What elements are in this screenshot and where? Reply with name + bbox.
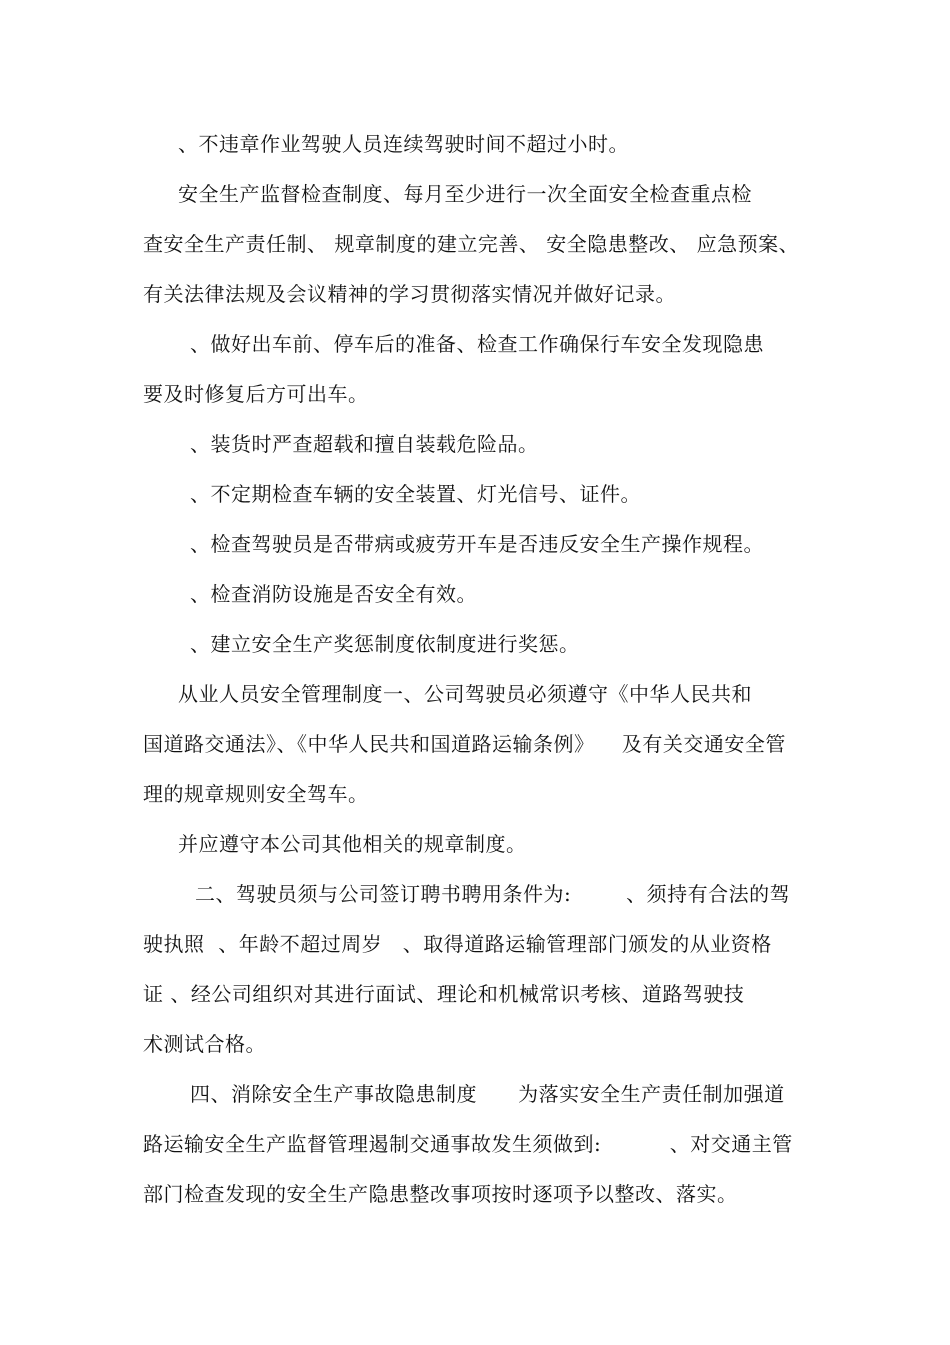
paragraph-line: 安全生产监督检查制度、每月至少进行一次全面安全检查重点检 <box>178 182 752 206</box>
paragraph-line: 证 、经公司组织对其进行面试、理论和机械常识考核、道路驾驶技 <box>143 982 745 1006</box>
paragraph-line: 路运输安全生产监督管理遏制交通事故发生须做到: 、对交通主管 <box>143 1132 793 1156</box>
paragraph-line: 、做好出车前、停车后的准备、检查工作确保行车安全发现隐患 <box>190 332 764 356</box>
paragraph-line: 、建立安全生产奖惩制度依制度进行奖惩。 <box>190 632 580 656</box>
paragraph-line: 并应遵守本公司其他相关的规章制度。 <box>178 832 527 856</box>
paragraph-line: 术测试合格。 <box>143 1032 266 1056</box>
paragraph-line: 、装货时严查超载和擅自装载危险品。 <box>190 432 539 456</box>
paragraph-line: 从业人员安全管理制度一、公司驾驶员必须遵守《中华人民共和 <box>178 682 752 706</box>
paragraph-line: 二、驾驶员须与公司签订聘书聘用条件为: 、须持有合法的驾 <box>195 882 791 906</box>
paragraph-line: 要及时修复后方可出车。 <box>143 382 369 406</box>
paragraph-line: 、不定期检查车辆的安全装置、灯光信号、证件。 <box>190 482 641 506</box>
paragraph-line: 理的规章规则安全驾车。 <box>143 782 369 806</box>
paragraph-line: 、检查驾驶员是否带病或疲劳开车是否违反安全生产操作规程。 <box>190 532 764 556</box>
paragraph-line: 查安全生产责任制、 规章制度的建立完善、 安全隐患整改、 应急预案、 <box>143 232 800 256</box>
paragraph-line: 、不违章作业驾驶人员连续驾驶时间不超过小时。 <box>178 132 629 156</box>
paragraph-line: 有关法律法规及会议精神的学习贯彻落实情况并做好记录。 <box>143 282 676 306</box>
paragraph-line: 国道路交通法》、《中华人民共和国道路运输条例》 及有关交通安全管 <box>143 732 786 756</box>
paragraph-line: 、检查消防设施是否安全有效。 <box>190 582 477 606</box>
paragraph-line: 部门检查发现的安全生产隐患整改事项按时逐项予以整改、落实。 <box>143 1182 738 1206</box>
paragraph-line: 四、消除安全生产事故隐患制度 为落实安全生产责任制加强道 <box>190 1082 785 1106</box>
paragraph-line: 驶执照 、年龄不超过周岁 、取得道路运输管理部门颁发的从业资格 <box>143 932 772 956</box>
